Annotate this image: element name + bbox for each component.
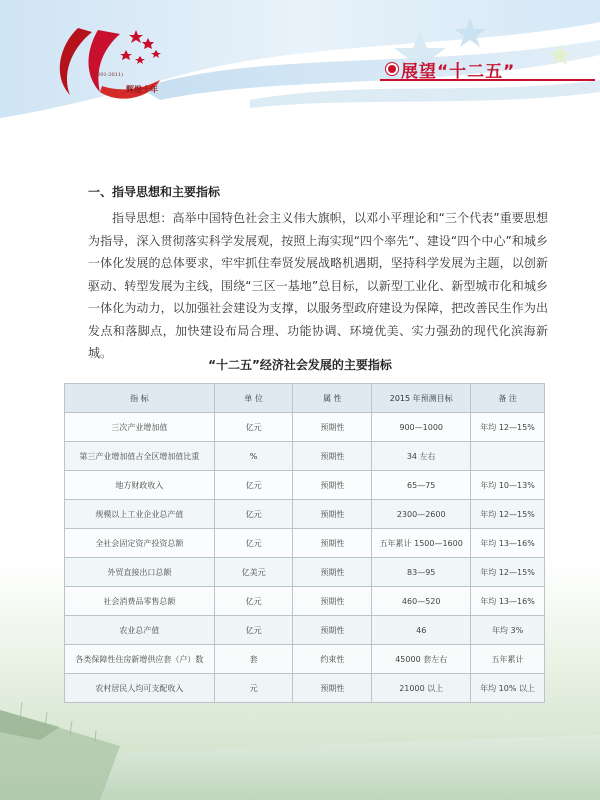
table-row [65,616,545,645]
cell-target: 65—75 [372,471,471,500]
cell-note: 年均 10% 以上 [471,674,545,703]
cell-note [471,442,545,471]
cell-note: 年均 13—16% [471,587,545,616]
cell-note: 五年累计 [471,645,545,674]
logo-caption: 辉煌十年 [126,85,158,94]
cell-note: 年均 10—13% [471,471,545,500]
cell-target: 460—520 [372,587,471,616]
cell-unit: 套 [214,645,293,674]
column-header-unit: 单 位 [214,384,293,413]
cell-note: 年均 12—15% [471,500,545,529]
cell-indicator: 第三产业增加值占全区增加值比重 [65,442,215,471]
cell-unit: 元 [214,674,293,703]
table-row [65,529,545,558]
cell-attribute: 预期性 [293,413,372,442]
cell-attribute: 预期性 [293,442,372,471]
table-title: “十二五”经济社会发展的主要指标 [208,358,392,372]
cell-target: 2300—2600 [372,500,471,529]
cell-unit: 亿元 [214,529,293,558]
column-header-note: 备 注 [471,384,545,413]
table-row [65,558,545,587]
cell-unit: 亿元 [214,587,293,616]
guiding-ideology-paragraph: 指导思想：高举中国特色社会主义伟大旗帜，以邓小平理论和“三个代表”重要思想为指导，深入贯彻落实科学发展观，按照上海实现“四个率先”、建设“四个中心”和城乡一体化发展的总体要求，牢牢抓住奉贤发展战略机遇期，坚持科学发展为主题，以创新驱动、转型发展为主线，围绕“三区一基地”总目标，以新型工业化、新型城市化和城乡一体化为动力，以加强社会建设为支撑，以服务型政府建设为保障，把改善民生作为出发点和落脚点，加快建设布局合理、功能协调、环境优美、实力强劲的现代化滨海新城。 [88,211,548,360]
table-header-row [65,384,545,413]
logo-years: (2001-2011) [92,72,124,78]
table-row [65,500,545,529]
table-row [65,413,545,442]
logo-emblem [40,20,180,110]
cell-unit: % [214,442,293,471]
cell-attribute: 预期性 [293,558,372,587]
cell-target: 83—95 [372,558,471,587]
table-row [65,587,545,616]
indicators-table [64,383,545,703]
table-row [65,645,545,674]
cell-attribute: 预期性 [293,529,372,558]
table-row [65,471,545,500]
cell-attribute: 预期性 [293,471,372,500]
cell-indicator: 农村居民人均可支配收入 [65,674,215,703]
cell-attribute: 预期性 [293,587,372,616]
cell-attribute: 约束性 [293,645,372,674]
page-header [0,0,600,140]
cell-target: 46 [372,616,471,645]
anniversary-logo [40,20,180,110]
cell-unit: 亿美元 [214,558,293,587]
cell-unit: 亿元 [214,413,293,442]
cell-unit: 亿元 [214,471,293,500]
cell-indicator: 各类保障性住房新增供应套（户）数 [65,645,215,674]
cell-indicator: 外贸直接出口总额 [65,558,215,587]
table-header [65,384,545,413]
cell-indicator: 规模以上工业企业总产值 [65,500,215,529]
cell-target: 34 左右 [372,442,471,471]
title-bullet-icon [388,65,396,73]
cell-note: 年均 3% [471,616,545,645]
main-content [88,183,548,365]
column-header-attribute: 属 性 [293,384,372,413]
cell-unit: 亿元 [214,500,293,529]
section-title-text: 展望“十二五” [401,61,516,82]
cell-attribute: 预期性 [293,674,372,703]
cell-note: 年均 12—15% [471,558,545,587]
cell-indicator: 三次产业增加值 [65,413,215,442]
cell-unit: 亿元 [214,616,293,645]
column-header-indicator: 指 标 [65,384,215,413]
section-heading: 一、指导思想和主要指标 [88,185,221,199]
cell-target: 45000 套左右 [372,645,471,674]
table-row [65,674,545,703]
cell-indicator: 社会消费品零售总额 [65,587,215,616]
column-header-target: 2015 年预测目标 [372,384,471,413]
table-row [65,442,545,471]
cell-target: 五年累计 1500—1600 [372,529,471,558]
section-title [388,58,515,80]
cell-attribute: 预期性 [293,500,372,529]
cell-note: 年均 13—16% [471,529,545,558]
cell-indicator: 农业总产值 [65,616,215,645]
cell-note: 年均 12—15% [471,413,545,442]
cell-target: 900—1000 [372,413,471,442]
cell-indicator: 全社会固定资产投资总额 [65,529,215,558]
cell-attribute: 预期性 [293,616,372,645]
cell-indicator: 地方财政收入 [65,471,215,500]
cell-target: 21000 以上 [372,674,471,703]
